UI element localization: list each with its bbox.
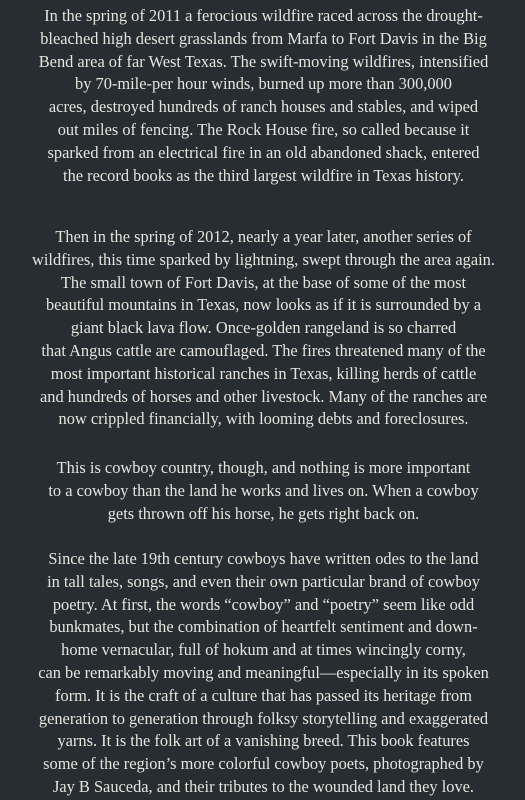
text-line: that Angus cattle are camouflaged. The fires threatened many of the (41, 340, 486, 360)
text-line: bleached high desert grasslands from Marfa to Fort Davis in the Big (40, 28, 487, 48)
text-line: the record books as the third largest wildfire in Texas history. (63, 165, 464, 185)
paragraph-wildfire-2011 (12, 5, 515, 187)
text-line: yarns. It is the folk art of a vanishing breed. This book features (57, 731, 470, 751)
text-line: The small town of Fort Davis, at the base of some of the most (60, 272, 467, 292)
text-line: acres, destroyed hundreds of ranch houses and stables, and wiped (48, 97, 479, 117)
text-line: some of the region’s more colorful cowboy poets, photographed by (43, 754, 484, 774)
text-line: now crippled financially, with looming debts and foreclosures. (58, 409, 469, 429)
text-line: home vernacular, full of hokum and at times wincingly corny, (61, 640, 466, 660)
text-line: form. It is the craft of a culture that has passed its heritage from (55, 685, 472, 705)
text-line: wildfires, this time sparked by lightning, swept through the area again. (32, 249, 495, 269)
paragraph-cowboy-country (12, 457, 515, 525)
paragraph-cowboy-poetry (12, 548, 515, 799)
text-line: Since the late 19th century cowboys have written odes to the land (48, 549, 479, 568)
text-line: This is cowboy country, though, and nothing is more important (56, 458, 471, 477)
text-line: generation to generation through folksy storytelling and exaggerated (38, 708, 489, 728)
text-line: to a cowboy than the land he works and lives on. When a cowboy (48, 480, 479, 500)
text-line: poetry. At first, the words “cowboy” and “poetry” seem like odd (52, 594, 475, 614)
text-line: Jay B Sauceda, and their tributes to the wounded land they love. (52, 776, 475, 796)
text-line: and hundreds of horses and other livestock. Many of the ranches are (40, 386, 487, 406)
text-line: Then in the spring of 2012, nearly a year later, another series of (55, 227, 472, 246)
paragraph-wildfire-2012 (12, 226, 515, 431)
text-line: in tall tales, songs, and even their own particular brand of cowboy (47, 571, 480, 591)
text-line: by 70-mile-per hour winds, burned up more than 300,000 (75, 74, 452, 94)
text-line: gets thrown off his horse, he gets right back on. (107, 503, 420, 523)
text-line: out miles of fencing. The Rock House fire, so called because it (57, 119, 470, 139)
text-line: most important historical ranches in Texas, killing herds of cattle (50, 363, 477, 383)
text-line: can be remarkably moving and meaningful—especially in its spoken (38, 662, 489, 682)
text-line: beautiful mountains in Texas, now looks as if it is surrounded by a (45, 295, 482, 315)
text-line: In the spring of 2011 a ferocious wildfire raced across the drought- (44, 6, 483, 25)
text-line: Bend area of far West Texas. The swift-moving wildfires, intensified (38, 51, 489, 71)
text-line: giant black lava flow. Once-golden rangeland is so charred (70, 318, 457, 338)
text-line: bunkmates, but the combination of heartfelt sentiment and down- (49, 617, 478, 637)
text-line: sparked from an electrical fire in an old abandoned shack, entered (47, 142, 480, 162)
